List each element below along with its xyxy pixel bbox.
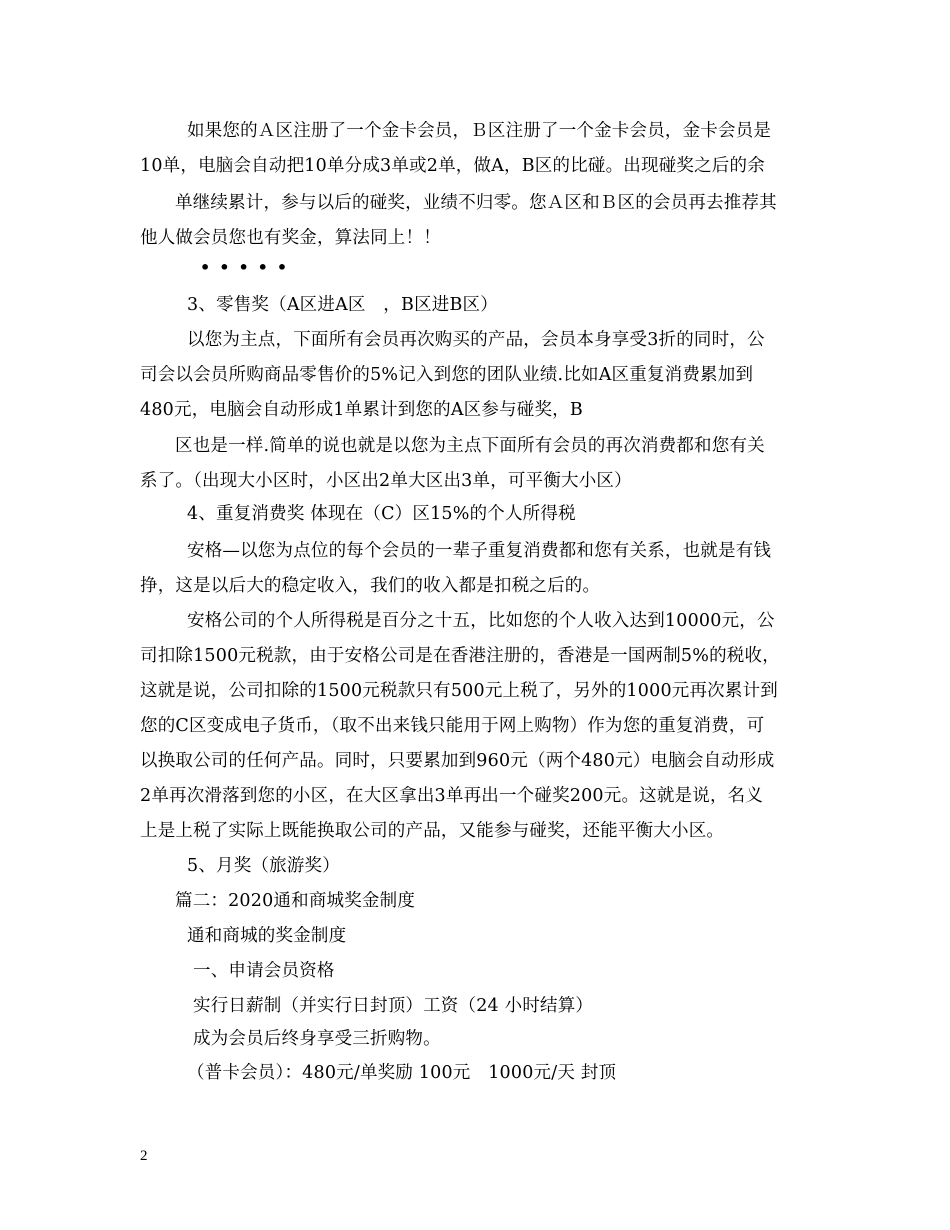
paragraph-line: 480元，电脑会自动形成1单累计到您的A区参与碰奖，B [140,400,583,420]
paragraph-line: 安格—以您为点位的每个会员的一辈子重复消费都和您有关系，也就是有钱 [187,541,772,561]
paragraph-line: 安格公司的个人所得税是百分之十五，比如您的个人收入达到10000元，公 [187,611,775,631]
paragraph-line: 实行日薪制（并实行日封顶）工资（24 小时结算） [193,996,594,1016]
section-heading: 5、月奖（旅游奖） [187,856,340,876]
paragraph-line: 系了。（出现大小区时，小区出2单大区出3单，可平衡大小区） [140,471,632,491]
paragraph-line: 10单，电脑会自动把10单分成3单或2单，做A，B区的比碰。出现碰奖之后的余 [140,156,765,176]
paragraph-line: 如果您的Ａ区注册了一个金卡会员，Ｂ区注册了一个金卡会员，金卡会员是 [187,121,772,141]
paragraph-line: 以您为主点，下面所有会员再次购买的产品，会员本身享受3折的同时，公 [187,330,765,350]
paragraph-line: 司扣除1500元税款，由于安格公司是在香港注册的，香港是一国两制5%的税收， [140,646,780,666]
paragraph-line: 上是上税了实际上既能换取公司的产品，又能参与碰奖，还能平衡大小区。 [140,821,725,841]
section-heading: 一、申请会员资格 [193,961,335,981]
page-number: 2 [140,1148,148,1164]
section-title: 通和商城的奖金制度 [187,926,347,946]
paragraph-line: 以换取公司的任何产品。同时，只要累加到960元（两个480元）电脑会自动形成 [140,751,775,771]
section-heading: 4、重复消费奖 体现在（C）区15%的个人所得税 [187,504,576,524]
paragraph-line: 这就是说，公司扣除的1500元税款只有500元上税了，另外的1000元再次累计到 [140,681,778,701]
paragraph-line: 挣，这是以后大的稳定收入，我们的收入都是扣税之后的。 [140,576,601,596]
article-title: 篇二：2020通和商城奖金制度 [175,891,416,911]
paragraph-line: 您的C区变成电子货币，（取不出来钱只能用于网上购物）作为您的重复消费，可 [140,716,765,736]
paragraph-line: 区也是一样.简单的说也就是以您为主点下面所有会员的再次消费都和您有关 [175,436,765,456]
paragraph-line: 单继续累计，参与以后的碰奖，业绩不归零。您Ａ区和Ｂ区的会员再去推荐其 [175,193,777,213]
paragraph-line: 他人做会员您也有奖金，算法同上！！ [140,228,441,248]
bullet-dots: ••••• [200,258,297,277]
paragraph-line: （普卡会员）：480元/单奖励 100元 1000元/天 封顶 [187,1063,617,1083]
paragraph-line: 2单再次滑落到您的小区，在大区拿出3单再出一个碰奖200元。这就是说，名义 [140,786,764,806]
paragraph-line: 司会以会员所购商品零售价的5%记入到您的团队业绩.比如A区重复消费累加到 [140,365,754,385]
section-heading: 3、零售奖（A区进A区 ，B区进B区） [187,295,498,315]
paragraph-line: 成为会员后终身享受三折购物。 [193,1029,441,1049]
